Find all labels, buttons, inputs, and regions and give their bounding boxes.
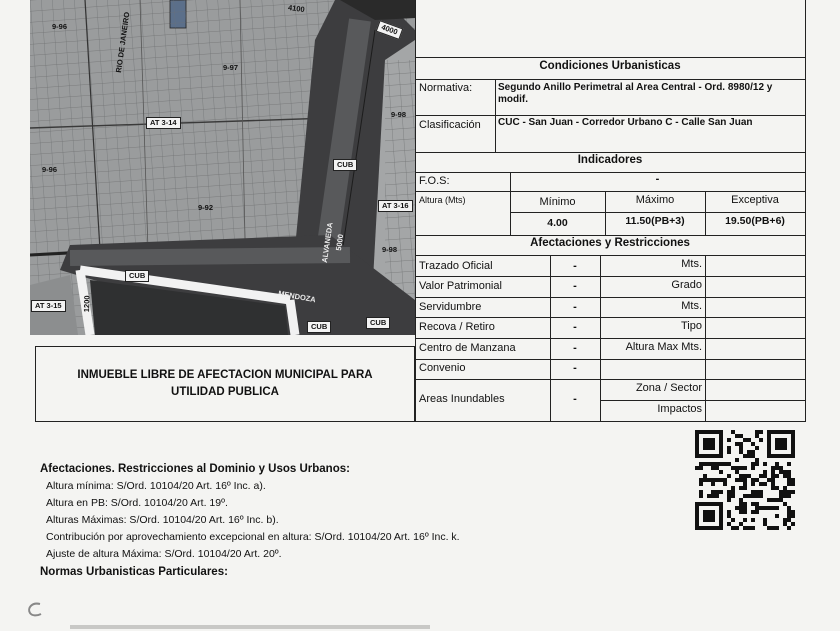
map-label-parcel-992: 9-92: [198, 203, 214, 212]
impactos-label: Impactos: [657, 403, 702, 415]
row-unit-convenio: [600, 361, 705, 377]
free-affectation-notice: INMUEBLE LIBRE DE AFECTACION MUNICIPAL PARA UTILIDAD PUBLICA: [35, 346, 415, 422]
map-label-street-alvaneda: ALVANEDA: [320, 221, 335, 264]
map-label-parcel-998-low: 9-98: [382, 245, 398, 254]
map-label-parcel-998-right: 9-98: [391, 110, 407, 119]
row-unit-servidumbre: Mts.: [681, 300, 702, 312]
areas-label: Areas Inundables: [419, 393, 505, 405]
map-label-num-4100: 4100: [287, 2, 306, 15]
map-label-at-315: AT 3-15: [31, 300, 66, 312]
map-label-parcel-997: 9-97: [223, 63, 239, 72]
map-label-at-314: AT 3-14: [146, 117, 181, 129]
clasificacion-value: CUC - San Juan - Corredor Urbano C - Calle San Juan: [498, 117, 753, 128]
row-value-recova: -: [573, 321, 577, 333]
afectaciones-title: Afectaciones y Restricciones: [530, 237, 690, 249]
map-label-at-316: AT 3-16: [378, 200, 413, 212]
map-label-cub-4: CUB: [366, 317, 390, 329]
map-label-num-4000: 4000: [376, 20, 403, 40]
map-label-street-rio: RIO DE JANEIRO: [114, 11, 132, 74]
minimo-value: 4.00: [547, 217, 568, 229]
condiciones-title: Condiciones Urbanisticas: [539, 60, 681, 72]
cadastral-map: [30, 0, 416, 335]
row-label-recova: Recova / Retiro: [419, 321, 495, 333]
map-label-cub-2: CUB: [125, 270, 149, 282]
notes-title: Afectaciones. Restricciones al Dominio y Usos Urbanos:: [40, 463, 350, 475]
map-label-cub-1: CUB: [333, 159, 357, 171]
altura-label: Altura (Mts): [419, 195, 466, 205]
notes-title-2: Normas Urbanisticas Particulares:: [40, 566, 228, 578]
clasificacion-label: Clasificación: [419, 119, 481, 131]
minimo-label: Mínimo: [539, 196, 576, 208]
row-unit-valor: Grado: [671, 279, 702, 291]
map-label-street-mendoza: MENDOZA: [277, 288, 317, 305]
notes-line: Alturas Máximas: S/Ord. 10104/20 Art. 16º Inc. b).: [46, 514, 279, 526]
row-value-servidumbre: -: [573, 301, 577, 313]
row-value-centro: -: [573, 342, 577, 354]
normativa-label: Normativa:: [419, 82, 473, 94]
exceptiva-value: 19.50(PB+6): [725, 215, 785, 227]
exceptiva-label: Exceptiva: [731, 194, 779, 206]
map-label-parcel-996-top: 9-96: [52, 22, 68, 31]
fos-label: F.O.S:: [419, 175, 450, 187]
map-label-parcel-996-mid: 9-96: [42, 165, 58, 174]
row-label-convenio: Convenio: [419, 362, 466, 374]
indicadores-title: Indicadores: [577, 154, 643, 166]
row-value-trazado: -: [573, 260, 577, 272]
row-unit-recova: Tipo: [681, 320, 702, 332]
row-value-valor: -: [573, 280, 577, 292]
areas-value: -: [573, 393, 577, 405]
row-unit-trazado: Mts.: [681, 258, 702, 270]
row-label-trazado: Trazado Oficial: [419, 260, 493, 272]
maximo-label: Máximo: [635, 194, 675, 206]
urban-conditions-table: [415, 0, 806, 422]
notes-line: Contribución por aprovechamiento excepcional en altura: S/Ord. 10104/20 Art. 16º Inc. k.: [46, 531, 460, 543]
notes-line: Altura en PB: S/Ord. 10104/20 Art. 19º.: [46, 497, 228, 509]
row-label-valor: Valor Patrimonial: [419, 280, 502, 292]
map-label-num-5000: 5000: [334, 233, 346, 252]
maximo-value: 11.50(PB+3): [625, 215, 685, 227]
notes-line: Altura mínima: S/Ord. 10104/20 Art. 16º Inc. a).: [46, 480, 266, 492]
map-label-cub-3: CUB: [307, 321, 331, 333]
map-label-num-1200: 1200: [82, 295, 92, 313]
row-unit-centro: Altura Max Mts.: [625, 341, 702, 353]
zona-label: Zona / Sector: [635, 382, 702, 394]
qr-code-icon: [692, 430, 798, 530]
row-value-convenio: -: [573, 362, 577, 374]
normativa-value: Segundo Anillo Perimetral al Area Central - Ord. 8980/12 y modif.: [498, 82, 773, 105]
row-label-servidumbre: Servidumbre: [419, 301, 482, 313]
notes-line: Ajuste de altura Máxima: S/Ord. 10104/20 Art. 20º.: [46, 548, 282, 560]
row-label-centro: Centro de Manzana: [419, 342, 516, 354]
restrictions-notes: [40, 463, 600, 578]
map-drawing: [30, 0, 415, 335]
fos-value: -: [655, 173, 660, 185]
seal-icon: [24, 600, 46, 620]
